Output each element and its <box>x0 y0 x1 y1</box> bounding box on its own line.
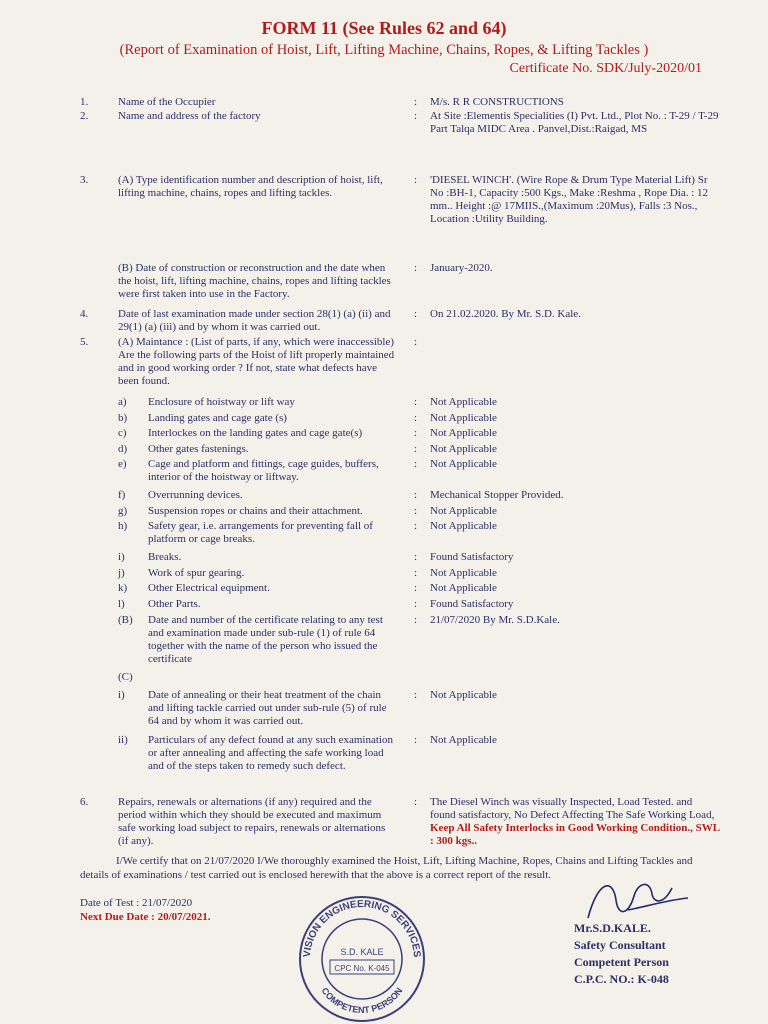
row-value-text: On 21.02.2020. By Mr. S.D. Kale. <box>430 308 581 320</box>
row-sub-index: i) <box>118 689 125 701</box>
row-sub-index: g) <box>118 505 128 517</box>
row-colon: : <box>414 582 418 594</box>
row-value-text: Not Applicable <box>430 520 497 532</box>
row-sub-index: c) <box>118 427 127 439</box>
row-sub-index: l) <box>118 598 125 610</box>
row-colon: : <box>414 96 418 108</box>
form-subtitle: (Report of Examination of Hoist, Lift, Lifting Machine, Chains, Ropes, & Lifting Tackles ) <box>119 42 649 58</box>
row-label: Landing gates and cage gate (s) <box>148 412 287 424</box>
row-label: Work of spur gearing. <box>148 567 245 579</box>
row-sub-index: ii) <box>118 734 128 746</box>
row-value <box>430 551 720 564</box>
row-number: 2. <box>80 110 89 122</box>
certificate-number: Certificate No. SDK/July-2020/01 <box>509 61 702 76</box>
row-label: Name of the Occupier <box>118 96 216 108</box>
row-label: Breaks. <box>148 551 182 563</box>
seal-bottom-text: COMPETENT PERSON <box>319 985 405 1016</box>
row-number: 6. <box>80 796 89 808</box>
row-colon: : <box>414 427 418 439</box>
date-of-test: Date of Test : 21/07/2020 <box>80 897 193 909</box>
signer-cpc: C.P.C. NO.: K-048 <box>574 972 669 986</box>
row-value-text: Found Satisfactory <box>430 551 514 563</box>
row-value-text: January-2020. <box>430 262 493 274</box>
row-number: 4. <box>80 308 89 320</box>
seal-top-text: VISION ENGINEERING SERVICES <box>301 898 423 958</box>
row-sub-index: a) <box>118 396 127 408</box>
row-label: Suspension ropes or chains and their attachment. <box>148 505 363 517</box>
row-label: Overrunning devices. <box>148 489 243 501</box>
row-colon: : <box>414 396 418 408</box>
row-label: Repairs, renewals or alternations (if any) required and the period within which they should be executed and maximum safe working load subject to repairs, renewals or alternations (if any). <box>118 796 386 847</box>
row-value <box>430 308 720 321</box>
row-colon: : <box>414 458 418 470</box>
row-value-text: Not Applicable <box>430 567 497 579</box>
row-sub-index: b) <box>118 412 128 424</box>
row-colon: : <box>414 520 418 532</box>
row-value-text: Not Applicable <box>430 396 497 408</box>
row-value-text: Not Applicable <box>430 734 497 746</box>
svg-text:COMPETENT PERSON <box>320 986 405 1015</box>
row-label: Other Parts. <box>148 598 201 610</box>
signer-role-competent: Competent Person <box>574 955 669 969</box>
seal-cpc: CPC No. K-045 <box>334 964 390 973</box>
row-colon: : <box>414 614 418 626</box>
row-sub-index: f) <box>118 489 126 501</box>
row-value <box>430 598 720 611</box>
row-colon: : <box>414 796 418 808</box>
row-label: Interlockes on the landing gates and cage gate(s) <box>148 427 363 439</box>
row-value-text: 'DIESEL WINCH'. (Wire Rope & Drum Type Material Lift) Sr No :BH-1, Capacity :500 Kgs., Make :Reshma , Rope Dia. : 12 mm.. Height :@ 17MIIS.,(Maximum :20Mus), Falls :3 Nos., Location :Utility Building. <box>430 174 709 225</box>
row-value <box>430 110 720 136</box>
row-label: Name and address of the factory <box>118 110 261 122</box>
row-colon: : <box>414 412 418 424</box>
row-label: Other gates fastenings. <box>148 443 249 455</box>
row-value <box>430 427 720 440</box>
row-value <box>430 458 720 471</box>
row-value-text: Mechanical Stopper Provided. <box>430 489 564 501</box>
row-value-text: The Diesel Winch was visually Inspected, Load Tested. and found satisfactory, No Defect Affecting The Safe Working Load, <box>430 796 715 821</box>
row-sub-index: h) <box>118 520 128 532</box>
row-value-bold: Keep All Safety Interlocks in Good Working Condition., SWL : 300 kgs.. <box>430 822 720 847</box>
row-colon: : <box>414 443 418 455</box>
row-value-text: 21/07/2020 By Mr. S.D.Kale. <box>430 614 560 626</box>
row-colon: : <box>414 505 418 517</box>
row-label: Enclosure of hoistway or lift way <box>148 396 295 408</box>
row-colon: : <box>414 110 418 122</box>
row-value <box>430 567 720 580</box>
row-label: Date of last examination made under section 28(1) (a) (ii) and 29(1) (a) (iii) and by whom it was carried out. <box>118 308 391 333</box>
row-value-text: Found Satisfactory <box>430 598 514 610</box>
row-value-text: Not Applicable <box>430 427 497 439</box>
row-sub-index: (B) <box>118 614 133 626</box>
row-sub-index: (C) <box>118 671 133 683</box>
row-colon: : <box>414 689 418 701</box>
signer-name: Mr.S.D.KALE. <box>574 921 651 935</box>
row-value <box>430 262 720 275</box>
row-sub-index: i) <box>118 551 125 563</box>
row-colon: : <box>414 174 418 186</box>
row-sub-index: k) <box>118 582 128 594</box>
row-number: 5. <box>80 336 89 348</box>
row-label: Date and number of the certificate relating to any test and examination made under sub-rule (1) of rule 64 together with the name of the person who issued the certificate <box>148 614 383 665</box>
form-title: FORM 11 (See Rules 62 and 64) <box>261 18 507 38</box>
row-value <box>430 582 720 595</box>
row-value-text: At Site :Elementis Specialities (I) Pvt. Ltd., Plot No. : T-29 / T-29 Part Talqa MIDC Area . Panvel,Dist.:Raigad, MS <box>430 110 719 135</box>
row-value-text: Not Applicable <box>430 443 497 455</box>
row-sub-index: d) <box>118 443 128 455</box>
row-label: Other Electrical equipment. <box>148 582 270 594</box>
row-colon: : <box>414 598 418 610</box>
row-value <box>430 796 720 848</box>
row-value-text: Not Applicable <box>430 458 497 470</box>
row-value <box>430 505 720 518</box>
row-sub-index: e) <box>118 458 127 470</box>
row-value <box>430 734 720 747</box>
row-label: Cage and platform and fittings, cage guides, buffers, interior of the hoistway or liftway. <box>148 458 379 483</box>
next-due-date: Next Due Date : 20/07/2021. <box>80 911 211 923</box>
row-value <box>430 614 720 627</box>
signer-role-consultant: Safety Consultant <box>574 938 666 952</box>
row-colon: : <box>414 308 418 320</box>
row-value <box>430 520 720 533</box>
row-number: 3. <box>80 174 89 186</box>
row-label: Particulars of any defect found at any such examination or after annealing and affecting the safe working load and of the steps taken to remedy such defect. <box>148 734 393 772</box>
row-label: Safety gear, i.e. arrangements for preventing fall of platform or cage breaks. <box>148 520 373 545</box>
signer-block <box>574 920 669 988</box>
row-value-text: Not Applicable <box>430 412 497 424</box>
row-colon: : <box>414 551 418 563</box>
row-value <box>430 412 720 425</box>
row-colon: : <box>414 489 418 501</box>
row-value <box>430 443 720 456</box>
company-seal <box>292 893 432 1023</box>
row-label: (A) Maintance : (List of parts, if any, which were inaccessible) Are the following parts of the Hoist of lift properly maintained and in good working order ? If not, state what defects have been found. <box>118 336 395 387</box>
row-value-text: M/s. R R CONSTRUCTIONS <box>430 96 564 108</box>
row-value <box>430 689 720 702</box>
row-value-text: Not Applicable <box>430 582 497 594</box>
row-value <box>430 489 720 502</box>
row-value-text: Not Applicable <box>430 689 497 701</box>
row-label: Date of annealing or their heat treatment of the chain and lifting tackle carried out under sub-rule (5) of rule 64 and by whom it was carried out. <box>148 689 387 727</box>
certification-statement: I/We certify that on 21/07/2020 I/We thoroughly examined the Hoist, Lift, Lifting Machine, Ropes, Chains and Lifting Tackles and details of examinations / test carried out is enclosed herewith that the above is a correct report of the result. <box>80 855 693 881</box>
row-label: (B) Date of construction or reconstruction and the date when the hoist, lift, lifting machine, chains, ropes and lifting tackles were first taken into use in the Factory. <box>118 262 391 300</box>
row-value-text: Not Applicable <box>430 505 497 517</box>
row-sub-index: j) <box>118 567 125 579</box>
row-label: (A) Type identification number and description of hoist, lift, lifting machine, chains, ropes and lifting tackles. <box>118 174 383 199</box>
row-value <box>430 396 720 409</box>
row-colon: : <box>414 734 418 746</box>
row-number: 1. <box>80 96 89 108</box>
row-value <box>430 174 720 226</box>
row-value <box>430 96 720 109</box>
row-colon: : <box>414 262 418 274</box>
row-colon: : <box>414 336 418 348</box>
seal-name: S.D. KALE <box>340 947 384 957</box>
row-colon: : <box>414 567 418 579</box>
